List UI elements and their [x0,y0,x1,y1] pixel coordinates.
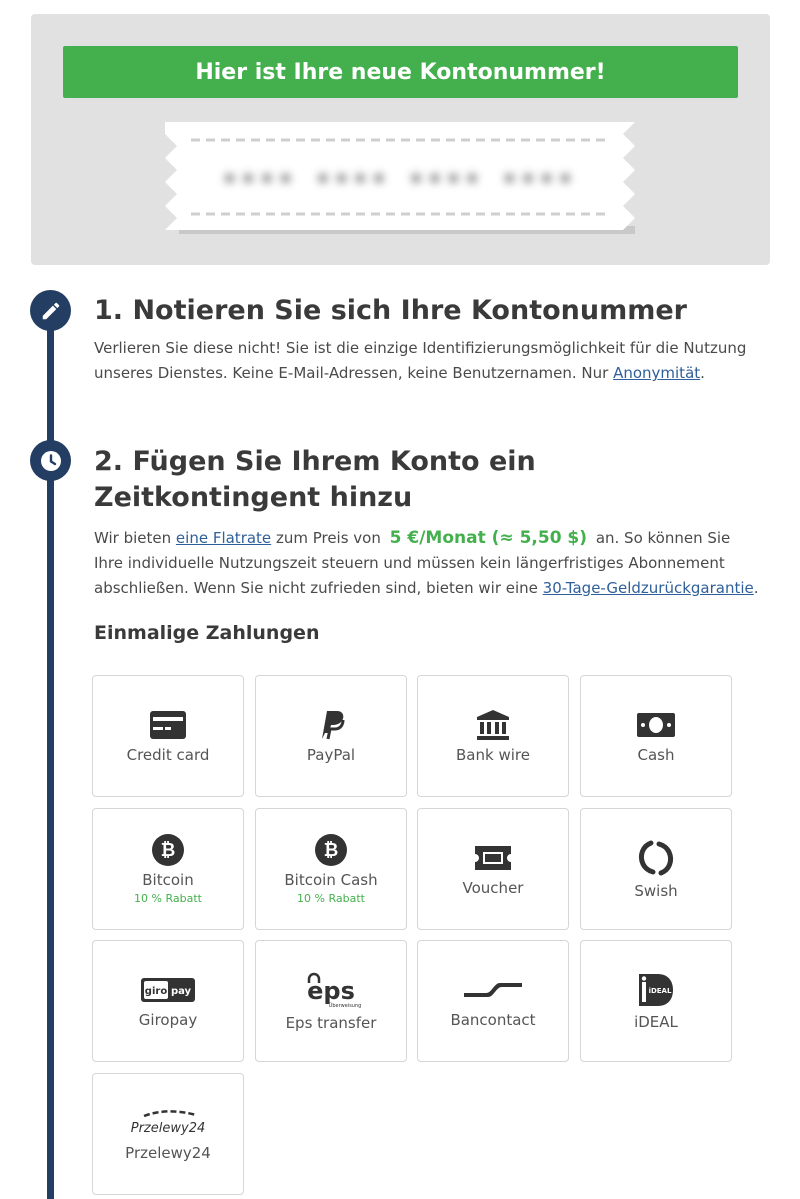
ideal-icon [638,971,674,1009]
payment-label: Credit card [126,746,210,764]
anonymity-link[interactable]: Anonymität [613,364,701,382]
payment-label: Voucher [462,879,524,897]
discount-badge: 10 % Rabatt [297,892,365,905]
payment-option-giropay[interactable] [92,940,244,1062]
ideal-logo-text: iDEAL [648,987,672,995]
giropay-logo-text-1: giro [144,986,168,997]
step1-text-before: Verlieren Sie diese nicht! Sie ist die einzige Identifizierungsmöglichkeit für die Nutzung unseres Dienstes. Keine E-Mail-Adressen, keine Benutzernamen. Nur [94,339,747,382]
payment-option-bitcoin-cash[interactable] [255,808,407,930]
discount-badge: 10 % Rabatt [134,892,202,905]
step1-text [94,336,759,386]
step2-text-3: an. So können Sie Ihre individuelle Nutzungszeit steuern und müssen kein längerfristiges Abonnement abschließen. Wenn Sie nicht zufrieden sind, bieten wir eine [94,529,731,597]
credit-card-icon [149,708,187,742]
payment-option-cash[interactable] [580,675,732,797]
payment-option-bank-wire[interactable] [417,675,569,797]
one-time-payments-heading: Einmalige Zahlungen [94,622,320,644]
flatrate-link[interactable]: eine Flatrate [175,529,272,547]
payment-option-bancontact[interactable] [417,940,569,1062]
payment-option-swish[interactable] [580,808,732,930]
account-number-ticket [165,122,635,238]
account-number-panel [31,14,770,265]
swish-icon [637,838,675,878]
payment-label: Swish [634,882,678,900]
payment-option-eps[interactable] [255,940,407,1062]
payment-option-ideal[interactable] [580,940,732,1062]
step1-title: 1. Notieren Sie sich Ihre Kontonummer [94,295,687,326]
payment-label: Bitcoin [142,871,194,889]
payment-option-bitcoin[interactable] [92,808,244,930]
payment-label: Bancontact [450,1011,536,1029]
payment-label: Przelewy24 [125,1144,211,1162]
account-number: •••• •••• •••• •••• [221,165,577,195]
step2-text-2: zum Preis von [271,529,386,547]
bancontact-icon [464,973,522,1007]
step2-text [94,526,759,601]
step2-title: 2. Fügen Sie Ihrem Konto ein Zeitkontingent hinzu [94,446,536,513]
svg-text:₿: ₿ [323,840,339,861]
cash-icon [636,708,676,742]
money-back-guarantee-link[interactable]: 30-Tage-Geldzurückgarantie [542,579,754,597]
payment-option-paypal[interactable] [255,675,407,797]
payment-label: iDEAL [634,1013,678,1031]
svg-text:₿: ₿ [160,840,176,861]
price-label: 5 €/Monat (≈ 5,50 $) [389,528,588,548]
step2-text-4: . [753,579,759,597]
payment-label: Eps transfer [285,1014,377,1032]
payment-option-voucher[interactable] [417,808,569,930]
eps-icon [301,970,361,1010]
paypal-icon [316,708,346,742]
bitcoin-icon [152,833,184,867]
przelewy24-icon [130,1106,206,1140]
payment-option-credit-card[interactable] [92,675,244,797]
payment-label: PayPal [306,746,356,764]
giropay-icon [141,973,195,1007]
eps-logo-subtext: Überweisung [328,1003,361,1009]
pencil-icon [30,290,71,331]
bank-icon [476,708,510,742]
banner-title: Hier ist Ihre neue Kontonummer! [195,59,606,85]
step2-text-1: Wir bieten [94,529,176,547]
payment-label: Cash [637,746,675,764]
eps-logo-text: eps [307,977,355,1005]
przelewy24-logo-text: Przelewy24 [130,1121,206,1136]
giropay-logo-text-2: pay [170,986,192,997]
bitcoin-cash-icon [315,833,347,867]
payment-option-przelewy24[interactable] [92,1073,244,1195]
step1-text-after: . [700,364,705,382]
new-account-banner [63,46,738,98]
payment-label: Bank wire [456,746,530,764]
payment-label: Bitcoin Cash [284,871,378,889]
clock-icon [30,440,71,481]
payment-label: Giropay [138,1011,198,1029]
voucher-icon [474,841,512,875]
